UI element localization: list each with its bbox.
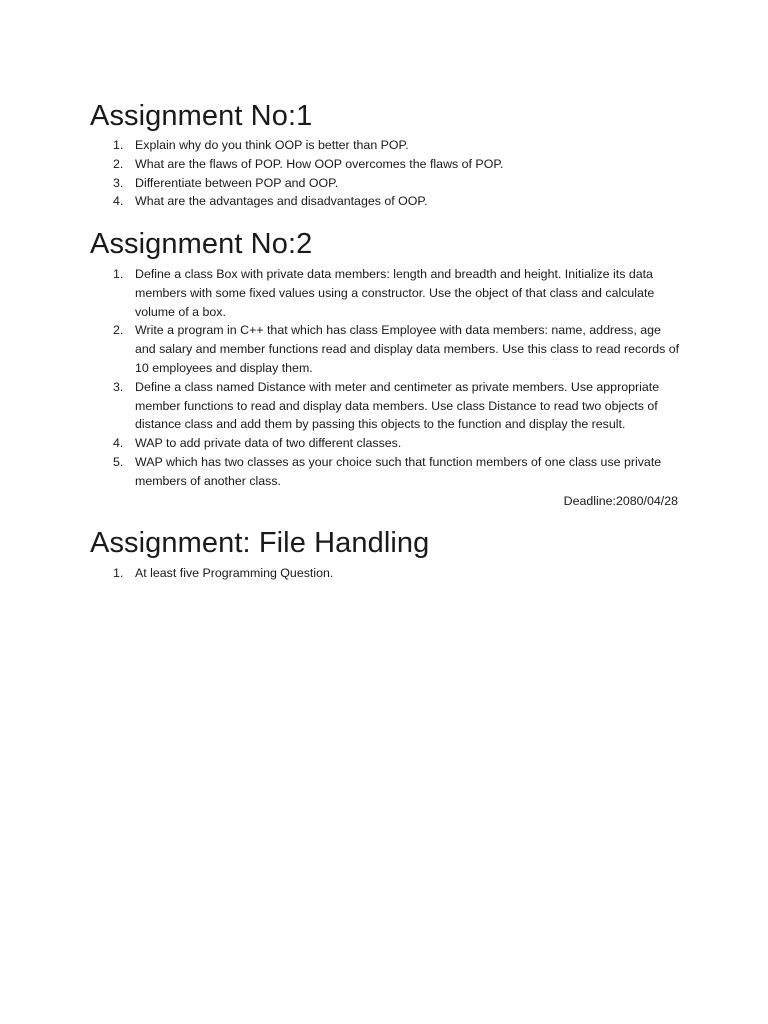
item-text: What are the flaws of POP. How OOP overcomes the flaws of POP. (135, 156, 504, 171)
item-number: 1. (113, 267, 124, 281)
file-handling-section (90, 526, 680, 583)
item-text: Write a program in C++ that which has class Employee with data members: name, address, age and salary and member functions read and display data members. Use this class to read records of 10 employees and display them. (135, 323, 680, 375)
assignment-1-section (90, 99, 680, 211)
assignment-2-section (90, 227, 680, 510)
item-text: Define a class Box with private data members: length and breadth and height. Initialize its data members with some fixed values using a constructor. Use the object of that class and calculate volume of a box. (135, 267, 655, 319)
list-item (90, 453, 680, 491)
item-text: What are the advantages and disadvantages of OOP. (135, 194, 428, 209)
item-text: At least five Programming Question. (135, 566, 334, 580)
item-number: 2. (113, 323, 124, 338)
item-number: 4. (113, 436, 124, 451)
assignment-1-heading: Assignment No:1 (90, 100, 313, 132)
item-number: 1. (113, 138, 124, 152)
item-text: WAP to add private data of two different classes. (135, 436, 402, 451)
item-number: 5. (113, 454, 124, 469)
list-item (90, 265, 680, 321)
item-text: Explain why do you think OOP is better than POP. (135, 138, 409, 152)
file-handling-heading: Assignment: File Handling (90, 527, 430, 559)
deadline-text: Deadline:2080/04/28 (563, 493, 678, 508)
item-number: 4. (113, 194, 124, 209)
assignment-2-heading: Assignment No:2 (90, 228, 313, 260)
item-text: Differentiate between POP and OOP. (135, 175, 339, 190)
assignment-1-question-list (90, 136, 680, 211)
list-item (90, 136, 680, 155)
item-number: 3. (113, 175, 124, 190)
assignment-2-question-list (90, 265, 680, 491)
list-item (90, 564, 680, 583)
file-handling-question-list (90, 564, 680, 583)
item-text: Define a class named Distance with meter and centimeter as private members. Use appropriate member functions to read and display data members. Use class Distance to read two objects of distance class and add them by passing this objects to the function and display the result. (135, 379, 660, 432)
item-text: WAP which has two classes as your choice such that function members of one class use private members of another class. (135, 454, 662, 488)
item-number: 3. (113, 379, 124, 394)
list-item (90, 155, 680, 174)
list-item (90, 378, 680, 434)
item-number: 1. (113, 566, 124, 580)
list-item (90, 174, 680, 193)
list-item (90, 192, 680, 211)
list-item (90, 434, 680, 453)
item-number: 2. (113, 156, 124, 171)
list-item (90, 321, 680, 377)
